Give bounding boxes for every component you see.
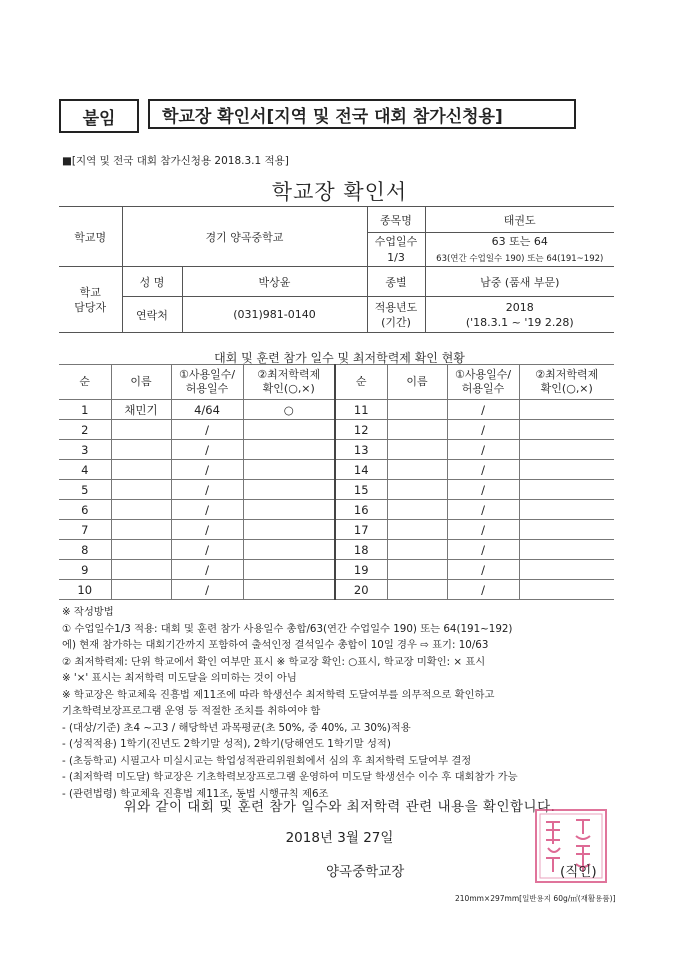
section-title: 대회 및 훈련 참가 일수 및 최저학력제 확인 현황	[214, 351, 465, 365]
note-line: ※ 학교장은 학교체육 진흥법 제11조에 따라 학생선수 최저학력 도달여부를 의무적으로 확인하고	[62, 688, 495, 701]
writing-instructions	[62, 604, 622, 802]
row-no: 11	[335, 400, 387, 420]
row-name: 채민기	[111, 400, 171, 420]
row-name	[387, 540, 447, 560]
year-value	[425, 297, 614, 333]
col-days-right	[447, 365, 519, 400]
row-no: 12	[335, 420, 387, 440]
col-check	[243, 365, 335, 400]
days-label: 수업일수	[367, 233, 425, 250]
row-name	[387, 520, 447, 540]
row-check	[243, 520, 335, 540]
row-check	[519, 520, 614, 540]
paper-spec-note: 210mm×297mm[일반용지 60g/㎡(재활용품)]	[455, 894, 616, 903]
third-label: 1/3	[367, 250, 425, 267]
row-no: 16	[335, 500, 387, 520]
document-heading: 학교장 확인서[지역 및 전국 대회 참가신청용]	[148, 99, 576, 129]
principal-name: 양곡중학교장	[326, 864, 405, 880]
row-check: ○	[243, 400, 335, 420]
school-label: 학교명	[59, 207, 122, 267]
row-check	[519, 440, 614, 460]
row-no: 18	[335, 540, 387, 560]
year-value-1: 2018	[505, 300, 534, 314]
year-label	[367, 297, 425, 333]
note-line: - (관련법령) 학교체육 진흥법 제11조, 동법 시행규칙 제6조	[62, 787, 329, 800]
confirmation-text: 위와 같이 대회 및 훈련 참가 일수와 최저학력 관련 내용을 확인합니다.	[123, 799, 556, 815]
row-name	[387, 440, 447, 460]
row-check	[243, 460, 335, 480]
row-name	[111, 540, 171, 560]
note-line: - (최저학력 미도달) 학교장은 기초학력보장프로그램 운영하여 미도달 학생선수 이수 후 대회참가 가능	[62, 771, 518, 783]
row-check	[243, 560, 335, 580]
participation-table	[59, 364, 614, 600]
row-days: /	[171, 580, 243, 600]
row-days: /	[447, 580, 519, 600]
row-days: /	[447, 480, 519, 500]
teacher-label-1: 학교	[79, 285, 101, 299]
row-no: 13	[335, 440, 387, 460]
row-days: /	[447, 500, 519, 520]
note-line: ※ '×' 표시는 최저학력 미도달을 의미하는 것이 아님	[62, 672, 297, 684]
table-row	[59, 480, 614, 500]
note-line: - (초등학교) 시필고사 미실시교는 학업성적관리위원회에서 심의 후 최저학력 도달여부 결정	[62, 754, 472, 767]
table-row	[59, 500, 614, 520]
row-name	[387, 420, 447, 440]
col-check-right	[519, 365, 614, 400]
note-line: 에) 현재 참가하는 대회기간까지 포함하여 출석인정 결석일수 총합이 10일 경우 ⇨ 표기: 10/63	[62, 639, 489, 651]
type-value: 남중 (품새 부문)	[425, 267, 614, 297]
row-days: /	[171, 480, 243, 500]
row-no: 4	[59, 460, 111, 480]
type-label: 종별	[367, 267, 425, 297]
row-check	[243, 500, 335, 520]
table-row	[59, 580, 614, 600]
col-check-1: ②최저학력제	[257, 368, 321, 381]
row-days: 4/64	[171, 400, 243, 420]
school-info-table	[59, 206, 614, 333]
row-name	[111, 560, 171, 580]
school-value: 경기 양곡중학교	[122, 207, 367, 267]
row-no: 8	[59, 540, 111, 560]
row-days: /	[171, 520, 243, 540]
table-row	[59, 460, 614, 480]
row-check	[243, 440, 335, 460]
col-days-right-2: 허용일수	[461, 382, 505, 395]
days-value: 63 또는 64	[425, 233, 614, 250]
row-name	[387, 580, 447, 600]
row-days: /	[447, 560, 519, 580]
row-no: 7	[59, 520, 111, 540]
row-check	[243, 480, 335, 500]
row-check	[519, 460, 614, 480]
row-name	[111, 520, 171, 540]
row-days: /	[171, 460, 243, 480]
row-name	[111, 440, 171, 460]
contact-value: (031)981-0140	[182, 297, 367, 333]
row-name	[111, 500, 171, 520]
row-no: 17	[335, 520, 387, 540]
col-days-2: 허용일수	[185, 382, 229, 395]
col-days-1: ①사용일수/	[178, 368, 236, 381]
row-no: 2	[59, 420, 111, 440]
col-no: 순	[59, 365, 111, 400]
row-days: /	[447, 520, 519, 540]
issue-date: 2018년 3월 27일	[285, 830, 394, 846]
form-version-note: ■[지역 및 전국 대회 참가신청용 2018.3.1 적용]	[62, 155, 289, 167]
year-value-2: ('18.3.1 ~ '19 2.28)	[465, 315, 574, 329]
note-line: - (대상/기준) 초4 ~고3 / 해당학년 과목평균(초 50%, 중 40%, 고 30%)적용	[62, 721, 411, 734]
row-check	[519, 540, 614, 560]
col-name-right: 이름	[387, 365, 447, 400]
event-value: 태권도	[425, 207, 614, 233]
row-no: 14	[335, 460, 387, 480]
row-days: /	[171, 560, 243, 580]
row-no: 6	[59, 500, 111, 520]
table-row	[59, 400, 614, 420]
attachment-tag: 붙임	[59, 99, 139, 133]
row-days: /	[447, 440, 519, 460]
row-days: /	[447, 460, 519, 480]
teacher-label-2: 담당자	[74, 300, 107, 314]
row-name	[387, 460, 447, 480]
row-check	[243, 580, 335, 600]
row-check	[519, 480, 614, 500]
note-line: ② 최저학력제: 단위 학교에서 확인 여부만 표시 ※ 학교장 확인: ○표시, 학교장 미확인: × 표시	[62, 655, 486, 668]
col-check-right-1: ②최저학력제	[535, 368, 599, 381]
table-row	[59, 420, 614, 440]
col-check-2: 확인(○,×)	[262, 382, 315, 395]
event-label: 종목명	[367, 207, 425, 233]
row-check	[519, 580, 614, 600]
table-row	[59, 560, 614, 580]
col-no-right: 순	[335, 365, 387, 400]
row-no: 10	[59, 580, 111, 600]
contact-label: 연락처	[122, 297, 182, 333]
row-no: 9	[59, 560, 111, 580]
seal-label: (직인)	[560, 864, 597, 880]
table-row	[59, 520, 614, 540]
page-title: 학교장 확인서	[271, 180, 408, 204]
row-name	[111, 480, 171, 500]
note-line: - (성적적용) 1학기(진년도 2학기말 성적), 2학기(당해연도 1학기말 성적)	[62, 738, 391, 750]
note-line: ※ 작성방법	[62, 606, 114, 618]
row-name	[387, 400, 447, 420]
row-check	[243, 420, 335, 440]
row-days: /	[447, 420, 519, 440]
table-row	[59, 540, 614, 560]
table-row	[59, 440, 614, 460]
note-line: 기초학력보장프로그램 운영 등 적절한 조치를 취하여야 함	[62, 705, 321, 717]
row-no: 5	[59, 480, 111, 500]
third-value: 63(연간 수업일수 190) 또는 64(191~192)	[425, 250, 614, 267]
note-line: ① 수업일수1/3 적용: 대회 및 훈련 참가 사용일수 총합/63(연간 수업일수 190) 또는 64(191~192)	[62, 622, 513, 635]
name-value: 박상윤	[182, 267, 367, 297]
row-no: 15	[335, 480, 387, 500]
year-label-1: 적용년도	[374, 300, 418, 314]
row-check	[519, 400, 614, 420]
row-days: /	[171, 420, 243, 440]
row-no: 1	[59, 400, 111, 420]
row-no: 20	[335, 580, 387, 600]
col-days-right-1: ①사용일수/	[454, 368, 512, 381]
row-days: /	[171, 500, 243, 520]
col-check-right-2: 확인(○,×)	[540, 382, 593, 395]
row-no: 3	[59, 440, 111, 460]
teacher-label	[59, 267, 122, 333]
row-name	[387, 480, 447, 500]
col-name: 이름	[111, 365, 171, 400]
row-check	[519, 420, 614, 440]
row-no: 19	[335, 560, 387, 580]
row-check	[243, 540, 335, 560]
row-check	[519, 560, 614, 580]
row-name	[111, 460, 171, 480]
row-name	[111, 580, 171, 600]
row-days: /	[447, 400, 519, 420]
row-check	[519, 500, 614, 520]
row-name	[387, 500, 447, 520]
row-days: /	[171, 440, 243, 460]
row-days: /	[171, 540, 243, 560]
row-days: /	[447, 540, 519, 560]
year-label-2: (기간)	[381, 315, 411, 329]
row-name	[111, 420, 171, 440]
row-name	[387, 560, 447, 580]
col-days	[171, 365, 243, 400]
name-label: 성 명	[122, 267, 182, 297]
